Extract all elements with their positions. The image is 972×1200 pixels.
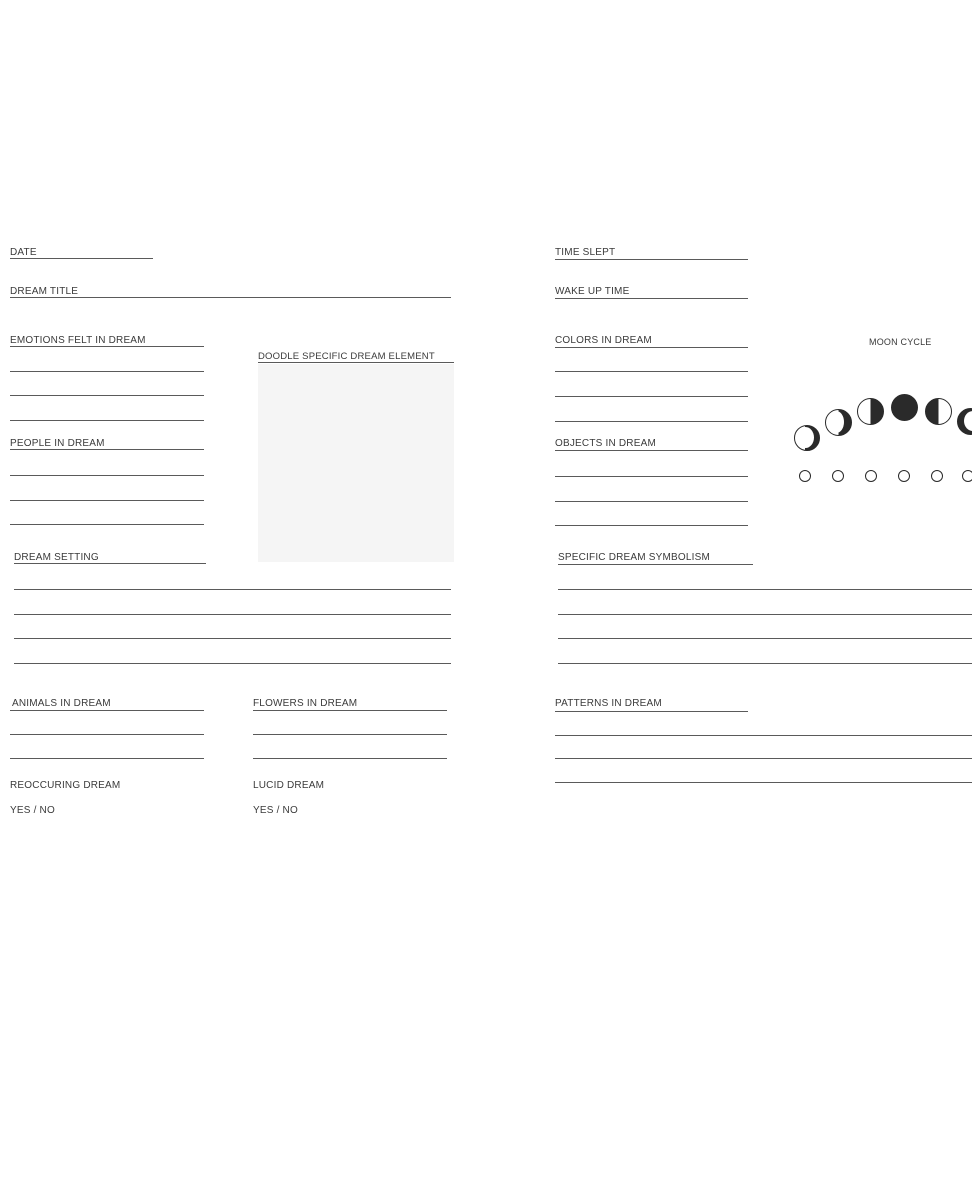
- setting-label-line: [14, 563, 206, 564]
- lucid-label: LUCID DREAM: [253, 780, 325, 791]
- animals-line[interactable]: [10, 734, 204, 735]
- emotions-line[interactable]: [10, 420, 204, 421]
- moon-tracker-circle[interactable]: [962, 470, 972, 482]
- setting-line[interactable]: [14, 638, 451, 639]
- colors-line[interactable]: [555, 396, 748, 397]
- full-moon-icon: [891, 394, 918, 421]
- doodle-label-line: [258, 362, 454, 363]
- date-field-line[interactable]: [10, 258, 153, 259]
- reoccuring-label: REOCCURING DREAM: [10, 780, 121, 791]
- waxing-crescent-icon: [794, 425, 820, 451]
- moon-tracker-circle[interactable]: [832, 470, 844, 482]
- symbolism-line[interactable]: [558, 663, 972, 664]
- moon-tracker-circle[interactable]: [898, 470, 910, 482]
- patterns-line[interactable]: [555, 735, 972, 736]
- first-quarter-icon: [825, 409, 852, 436]
- setting-label: DREAM SETTING: [14, 552, 99, 563]
- last-quarter-icon: [957, 408, 972, 435]
- doodle-box[interactable]: [258, 364, 454, 562]
- doodle-label: DOODLE SPECIFIC DREAM ELEMENT: [258, 351, 435, 362]
- symbolism-label: SPECIFIC DREAM SYMBOLISM: [558, 552, 711, 563]
- wake-up-label: WAKE UP TIME: [555, 286, 630, 297]
- patterns-label-line: [555, 711, 748, 712]
- symbolism-label-line: [558, 564, 753, 565]
- people-label: PEOPLE IN DREAM: [10, 438, 105, 449]
- dream-title-label: DREAM TITLE: [10, 286, 79, 297]
- reoccuring-options[interactable]: YES / NO: [10, 805, 55, 816]
- waning-gibbous-icon: [925, 398, 952, 425]
- animals-line[interactable]: [10, 710, 204, 711]
- colors-line[interactable]: [555, 421, 748, 422]
- objects-line[interactable]: [555, 525, 748, 526]
- waxing-gibbous-icon: [857, 398, 884, 425]
- time-slept-label: TIME SLEPT: [555, 247, 616, 258]
- objects-line[interactable]: [555, 476, 748, 477]
- symbolism-line[interactable]: [558, 614, 972, 615]
- colors-line[interactable]: [555, 371, 748, 372]
- emotions-line[interactable]: [10, 371, 204, 372]
- setting-line[interactable]: [14, 614, 451, 615]
- objects-line[interactable]: [555, 450, 748, 451]
- people-line[interactable]: [10, 500, 204, 501]
- emotions-label: EMOTIONS FELT IN DREAM: [10, 335, 146, 346]
- people-line[interactable]: [10, 475, 204, 476]
- animals-line[interactable]: [10, 758, 204, 759]
- patterns-label: PATTERNS IN DREAM: [555, 698, 662, 709]
- dream-title-field-line[interactable]: [10, 297, 451, 298]
- colors-line[interactable]: [555, 347, 748, 348]
- wake-up-field-line[interactable]: [555, 298, 748, 299]
- colors-label: COLORS IN DREAM: [555, 335, 652, 346]
- flowers-line[interactable]: [253, 758, 447, 759]
- moon-tracker-circle[interactable]: [865, 470, 877, 482]
- flowers-label: FLOWERS IN DREAM: [253, 698, 358, 709]
- objects-line[interactable]: [555, 501, 748, 502]
- moon-tracker-circle[interactable]: [931, 470, 943, 482]
- setting-line[interactable]: [14, 663, 451, 664]
- flowers-line[interactable]: [253, 710, 447, 711]
- people-line[interactable]: [10, 524, 204, 525]
- moon-tracker-circle[interactable]: [799, 470, 811, 482]
- lucid-options[interactable]: YES / NO: [253, 805, 298, 816]
- patterns-line[interactable]: [555, 782, 972, 783]
- moon-cycle-label: MOON CYCLE: [869, 337, 932, 347]
- date-label: DATE: [10, 247, 37, 258]
- animals-label: ANIMALS IN DREAM: [12, 698, 111, 709]
- time-slept-field-line[interactable]: [555, 259, 748, 260]
- symbolism-line[interactable]: [558, 589, 972, 590]
- emotions-line[interactable]: [10, 395, 204, 396]
- symbolism-line[interactable]: [558, 638, 972, 639]
- people-line[interactable]: [10, 449, 204, 450]
- setting-line[interactable]: [14, 589, 451, 590]
- emotions-line[interactable]: [10, 346, 204, 347]
- objects-label: OBJECTS IN DREAM: [555, 438, 656, 449]
- flowers-line[interactable]: [253, 734, 447, 735]
- patterns-line[interactable]: [555, 758, 972, 759]
